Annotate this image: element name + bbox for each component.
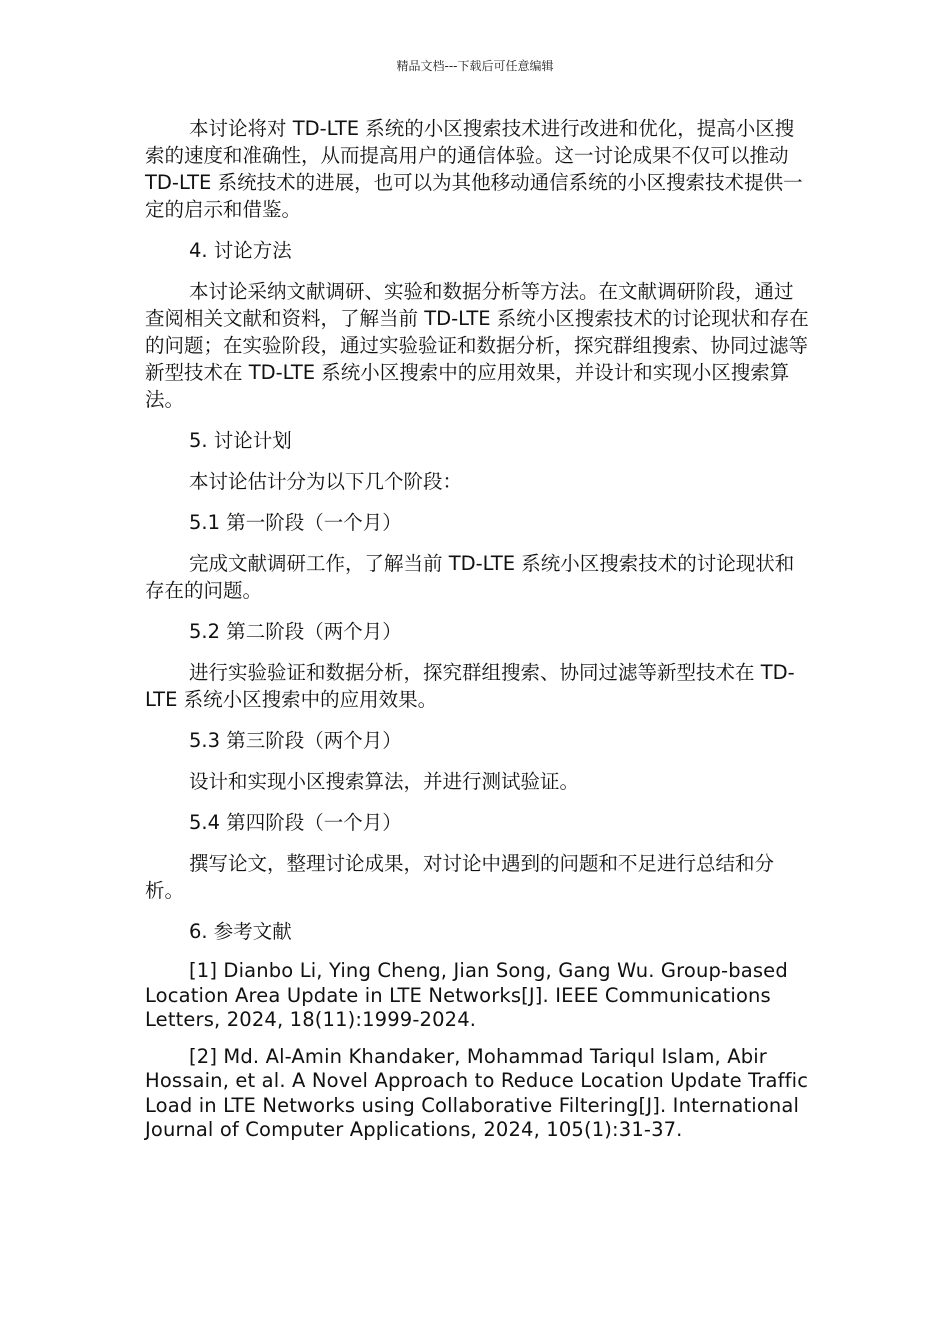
section-heading-references: 6. 参考文献 xyxy=(189,920,292,943)
subsection-heading-stage-3: 5.3 第三阶段（两个月） xyxy=(189,729,402,752)
subsection-heading-stage-1: 5.1 第一阶段（一个月） xyxy=(189,511,402,534)
section-heading-methods: 4. 讨论方法 xyxy=(189,239,292,262)
page-header: 精品文档---下载后可任意编辑 xyxy=(396,59,554,73)
paragraph-plan-intro: 本讨论估计分为以下几个阶段： xyxy=(189,470,463,493)
paragraph-stage-1: 完成文献调研工作，了解当前 TD-LTE 系统小区搜索技术的讨论现状和存在的问题。 xyxy=(145,552,795,602)
paragraph-stage-2: 进行实验验证和数据分析，探究群组搜索、协同过滤等新型技术在 TD-LTE 系统小区搜索中的应用效果。 xyxy=(145,661,795,711)
paragraph-methods: 本讨论采纳文献调研、实验和数据分析等方法。在文献调研阶段，通过查阅相关文献和资料，了解当前 TD-LTE 系统小区搜索技术的讨论现状和存在的问题；在实验阶段，通过实验验证和数据分析，探究群组搜索、协同过滤等新型技术在 TD-LTE 系统小区搜索中的应用效果，并设计和实现小区搜索算法。 xyxy=(145,280,809,411)
paragraph-stage-4: 撰写论文，整理讨论成果，对讨论中遇到的问题和不足进行总结和分析。 xyxy=(145,852,775,902)
document-body xyxy=(145,115,810,1155)
reference-item-2: [2] Md. Al-Amin Khandaker, Mohammad Tariqul Islam, Abir Hossain, et al. A Novel Approach to Reduce Location Update Traffic Load in LTE Networks using Collaborative Filtering[J]. International Journal of Computer Applications, 2024, 105(1):31-37. xyxy=(145,1044,809,1141)
reference-item-1: [1] Dianbo Li, Ying Cheng, Jian Song, Gang Wu. Group-based Location Area Update in LTE Networks[J]. IEEE Communications Letters, 2024, 18(11):1999-2024. xyxy=(145,959,788,1031)
subsection-heading-stage-2: 5.2 第二阶段（两个月） xyxy=(189,620,402,643)
paragraph-intro: 本讨论将对 TD-LTE 系统的小区搜索技术进行改进和优化，提高小区搜索的速度和准确性，从而提高用户的通信体验。这一讨论成果不仅可以推动 TD-LTE 系统技术的进展，也可以为其他移动通信系统的小区搜索技术提供一定的启示和借鉴。 xyxy=(145,117,803,221)
subsection-heading-stage-4: 5.4 第四阶段（一个月） xyxy=(189,811,402,834)
section-heading-plan: 5. 讨论计划 xyxy=(189,429,292,452)
paragraph-stage-3: 设计和实现小区搜索算法，并进行测试验证。 xyxy=(189,770,580,793)
